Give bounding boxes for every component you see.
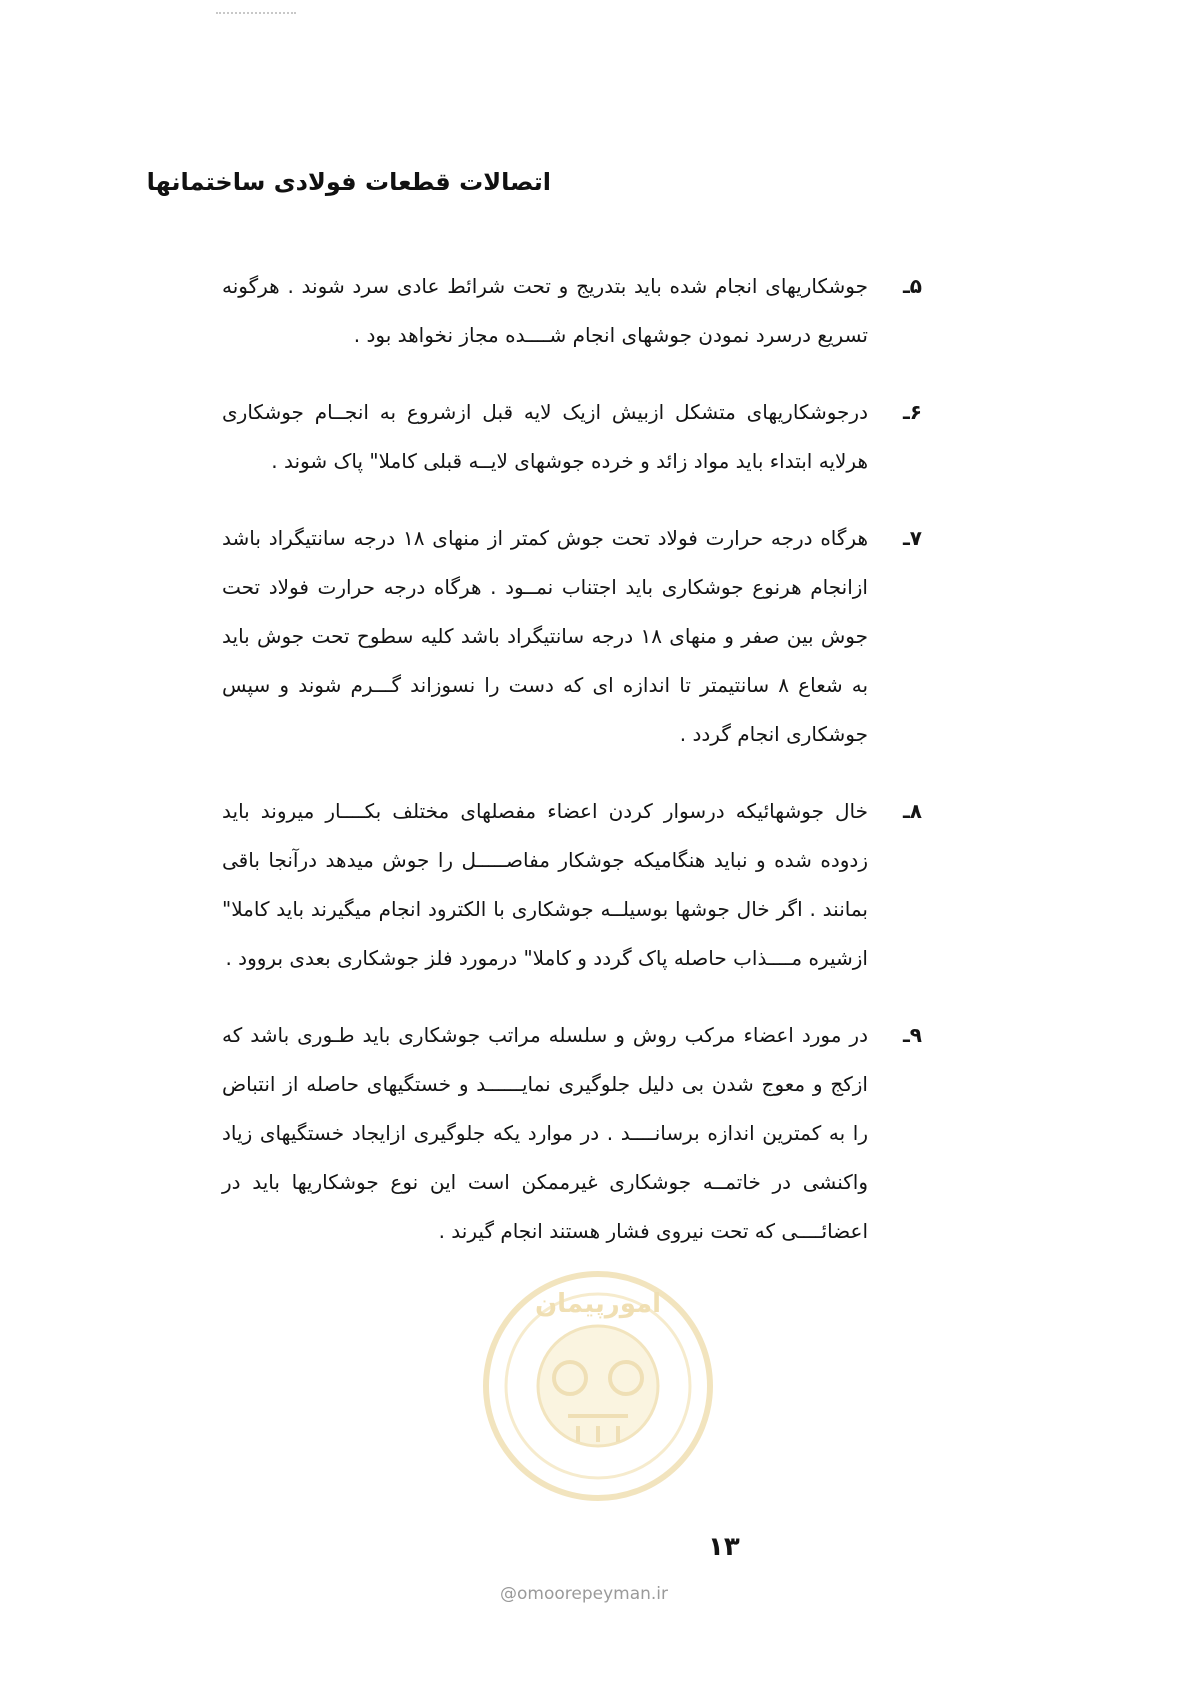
page-number: ۱۳ <box>708 1532 740 1562</box>
svg-text:امورپیمان: امورپیمان <box>534 1289 662 1319</box>
item-number: ۷ـ <box>902 526 922 550</box>
list-item <box>222 388 922 486</box>
item-number: ۵ـ <box>902 274 922 298</box>
item-number: ۹ـ <box>902 1023 922 1047</box>
page-header: اتصالات قطعات فولادی ساختمانها <box>146 168 551 196</box>
list-item <box>222 514 922 759</box>
item-text: در مورد اعضاء مرکب روش و سلسله مراتب جوشکاری باید طـوری باشد که ازکج و معوج شدن بی دلیل جلوگیری نمایــــــد و خستگیهای حاصله از انتباض را به کمترین اندازه برسانــــد . در موارد یکه جلوگیری ازایجاد خستگیهای زیاد واکنشی در خاتمــه جوشکاری غیرممکن است این نوع جوشکاریها باید در اعضائــــی که تحت نیروی فشار هستند انجام گیرند . <box>222 1023 868 1243</box>
scan-top-marks <box>216 12 296 16</box>
item-text: هرگاه درجه حرارت فولاد تحت جوش کمتر از منهای ۱۸ درجه سانتیگراد باشد ازانجام هرنوع جوشکاری باید اجتناب نمــود . هرگاه درجه حرارت فولاد تحت جوش بین صفر و منهای ۱۸ درجه سانتیگراد باشد کلیه سطوح تحت جوش باید به شعاع ۸ سانتیمتر تا اندازه ای که دست را نسوزاند گـــرم شوند و سپس جوشکاری انجام گردد . <box>222 526 869 746</box>
list-item <box>222 1011 922 1256</box>
item-text: جوشکاریهای انجام شده باید بتدریج و تحت شرائط عادی سرد شوند . هرگونه تسریع درسرد نمودن جوشهای انجام شــــده مجاز نخواهد بود . <box>222 274 868 347</box>
document-body <box>222 262 922 1284</box>
item-text: خال جوشهائیکه درسوار کردن اعضاء مفصلهای مختلف بکــــار میروند باید زدوده شده و نباید هنگامیکه جوشکار مفاصـــــل را جوش میدهد درآنجا باقی بمانند . اگر خال جوشها بوسیلــه جوشکاری با الکترود انجام میگیرند باید کاملا" ازشیره مــــذاب حاصله پاک گردد و کاملا" درمورد فلز جوشکاری بعدی بروود . <box>222 799 868 970</box>
watermark-seal-logo <box>478 1266 718 1506</box>
item-text: درجوشکاریهای متشکل ازبیش ازیک لایه قبل ازشروع به انجــام جوشکاری هرلایه ابتداء باید مواد زائد و خرده جوشهای لایــه قبلی کاملا" پاک شوند . <box>222 400 868 473</box>
list-item <box>222 787 922 983</box>
item-number: ۶ـ <box>902 400 922 424</box>
list-item <box>222 262 922 360</box>
watermark-url: @omoorepeyman.ir <box>500 1584 669 1604</box>
item-number: ۸ـ <box>902 799 922 823</box>
